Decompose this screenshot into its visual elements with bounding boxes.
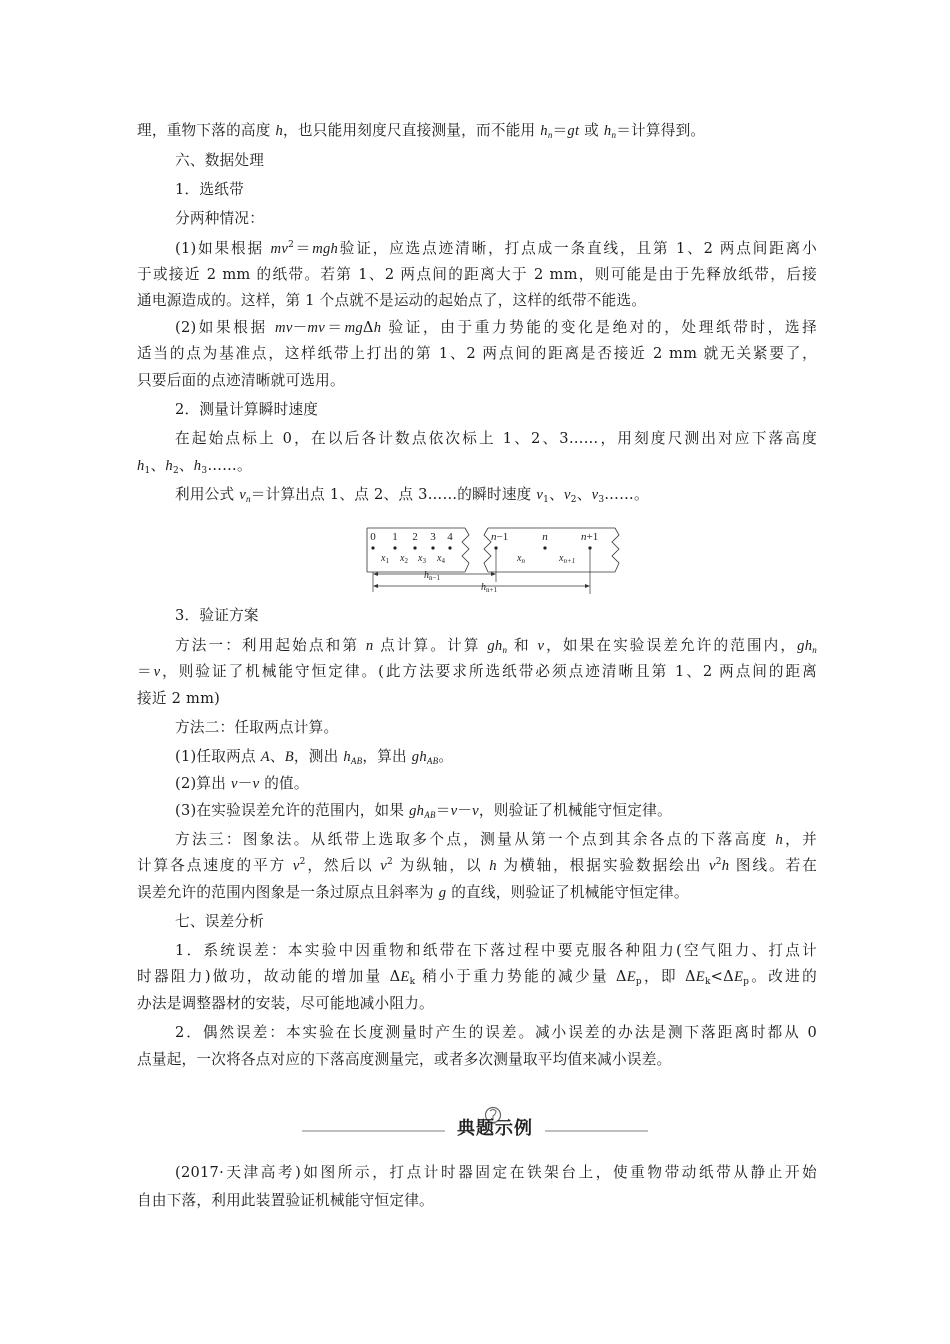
section-heading-error-analysis: 七、误差分析: [175, 913, 265, 930]
tape-dot: [543, 546, 546, 549]
tape-dot: [393, 546, 396, 549]
measure-line2: $h_1$、$h_2$、$h_3\dots\dots$。: [137, 457, 252, 476]
measure-line1: 在起始点标上 0，在以后各计数点依次标上 1、2、3……，用刻度尺测出对应下落高度: [175, 430, 817, 447]
left-dots: [371, 546, 451, 549]
left-interval-labels: [380, 553, 445, 565]
paper-tape-diagram: [357, 518, 627, 596]
error2-line2: 点量起，一次将各点对应的下落高度测量完，或者多次测量取平均值来减小误差。: [137, 1051, 672, 1068]
subheading-select-tape: 1．选纸带: [175, 181, 244, 198]
method2-step2: (2)算出 v－v 的值。: [175, 775, 309, 792]
method1-line2: ＝v，则验证了机械能守恒定律。(此方法要求所选纸带必须点迹清晰且第 1、2 两点间的距离: [137, 663, 817, 680]
point-label-n-plus-1: n+1: [581, 531, 599, 543]
interval-x3: $x_3$: [418, 553, 426, 565]
method1-line1: 方法一：利用起始点和第 n 点计算。计算 $gh_n$ 和 v，如果在实验误差允许的范围内，$gh_n$: [175, 637, 817, 655]
label-h-n-minus-1: $h_{n-1}$: [424, 570, 440, 582]
point-label-4: 4: [447, 531, 453, 543]
point-label-n-minus-1: n−1: [491, 531, 509, 543]
interval-x2: $x_2$: [400, 553, 408, 565]
interval-x1: $x_1$: [381, 553, 389, 565]
point-label-3: 3: [430, 531, 436, 543]
interval-xn: $x_n$: [517, 553, 525, 565]
interval-xn-plus-1: $x_{n+1}$: [559, 553, 576, 565]
right-point-numbers: [491, 531, 598, 543]
method2-step1: (1)任取两点 A、B，测出 $h_{AB}$，算出 $gh_{AB}$。: [175, 748, 454, 766]
subheading-verification-scheme: 3．验证方案: [175, 607, 259, 624]
tape-dot: [431, 546, 434, 549]
error1-line2: 时器阻力)做功，故动能的增加量 $\Delta E_k$ 稍小于重力势能的减少量 $\Delta E_p$，即 $\Delta E_k<\Delta E_p$。改进的: [137, 968, 817, 987]
case1-line3: 通电源造成的。这样，第 1 个点就不是运动的起始点了，这样的纸带不能选。: [137, 292, 647, 309]
left-point-numbers: [370, 531, 453, 543]
error1-line1: 1．系统误差：本实验中因重物和纸带在下落过程中要克服各种阻力(空气阻力、打点计: [175, 942, 817, 959]
method3-line3: 误差允许的范围内图象是一条过原点且斜率为 g 的直线，则验证了机械能守恒定律。: [137, 884, 689, 901]
tape-dot: [448, 546, 451, 549]
case2-line1: (2)如果根据 mv－mv＝mgΔh 验证，由于重力势能的变化是绝对的，处理纸带时，选择: [175, 319, 817, 336]
method3-line2: 计算各点速度的平方 $v^2$，然后以 $v^2$ 为纵轴，以 h 为横轴，根据实验数据绘出 $v^2h$ 图线。若在: [137, 857, 818, 874]
example-line1: (2017·天津高考)如图所示，打点计时器固定在铁架台上，使重物带动纸带从静止开始: [175, 1164, 817, 1181]
point-label-n: n: [542, 531, 548, 543]
label-h-n-plus-1: $h_{n+1}$: [481, 582, 497, 594]
case1-line2: 于或接近 2 mm 的纸带。若第 1、2 两点间的距离大于 2 mm，则可能是由于先释放纸带，后接: [137, 266, 817, 283]
paragraph-height-note: 理，重物下落的高度 h，也只能用刻度尺直接测量，而不能用 $h_n=gt$ 或 $h_n=$计算得到。: [137, 122, 706, 140]
right-dots: [494, 546, 591, 549]
method2-step3: (3)在实验误差允许的范围内，如果 $gh_{AB}=v-v$，则验证了机械能守恒定律。: [175, 802, 672, 820]
example-heading: 典题示例: [457, 1118, 533, 1139]
method3-line1: 方法三：图象法。从纸带上选取多个点，测量从第一个点到其余各点的下落高度 h，并: [175, 831, 817, 848]
left-tape-segment: [367, 528, 469, 572]
two-cases-intro: 分两种情况：: [175, 210, 265, 227]
error2-line1: 2．偶然误差：本实验在长度测量时产生的误差。减小误差的办法是测下落距离时都从 0: [175, 1024, 817, 1041]
tape-dot: [371, 546, 374, 549]
velocity-formula-line: 利用公式 $v_n=$计算出点 1、点 2、点 3……的瞬时速度 $v_1$、$v_2$、$v_3\dots\dots$。: [175, 486, 649, 505]
right-interval-labels: [516, 553, 575, 565]
case1-line1: (1)如果根据 $mv^2=mgh$验证，应选点迹清晰，打点成一条直线，且第 1、2 两点间距离小: [175, 240, 817, 257]
tape-dot: [413, 546, 416, 549]
case2-line3: 只要后面的点迹清晰就可选用。: [137, 372, 345, 389]
method1-line3: 接近 2 mm): [137, 690, 221, 707]
section-heading-data-processing: 六、数据处理: [175, 152, 265, 169]
point-label-1: 1: [392, 531, 398, 543]
method2-title: 方法二：任取两点计算。: [175, 719, 339, 736]
subheading-instant-velocity: 2．测量计算瞬时速度: [175, 401, 319, 418]
point-label-0: 0: [370, 531, 376, 543]
point-label-2: 2: [412, 531, 418, 543]
interval-x4: $x_4$: [437, 553, 445, 565]
case2-line2: 适当的点为基准点，这样纸带上打出的第 1、2 两点间的距离是否接近 2 mm 就无关紧要了，: [137, 345, 817, 362]
example-line2: 自由下落，利用此装置验证机械能守恒定律。: [137, 1192, 434, 1209]
error1-line3: 办法是调整器材的安装，尽可能地减小阻力。: [137, 995, 434, 1012]
